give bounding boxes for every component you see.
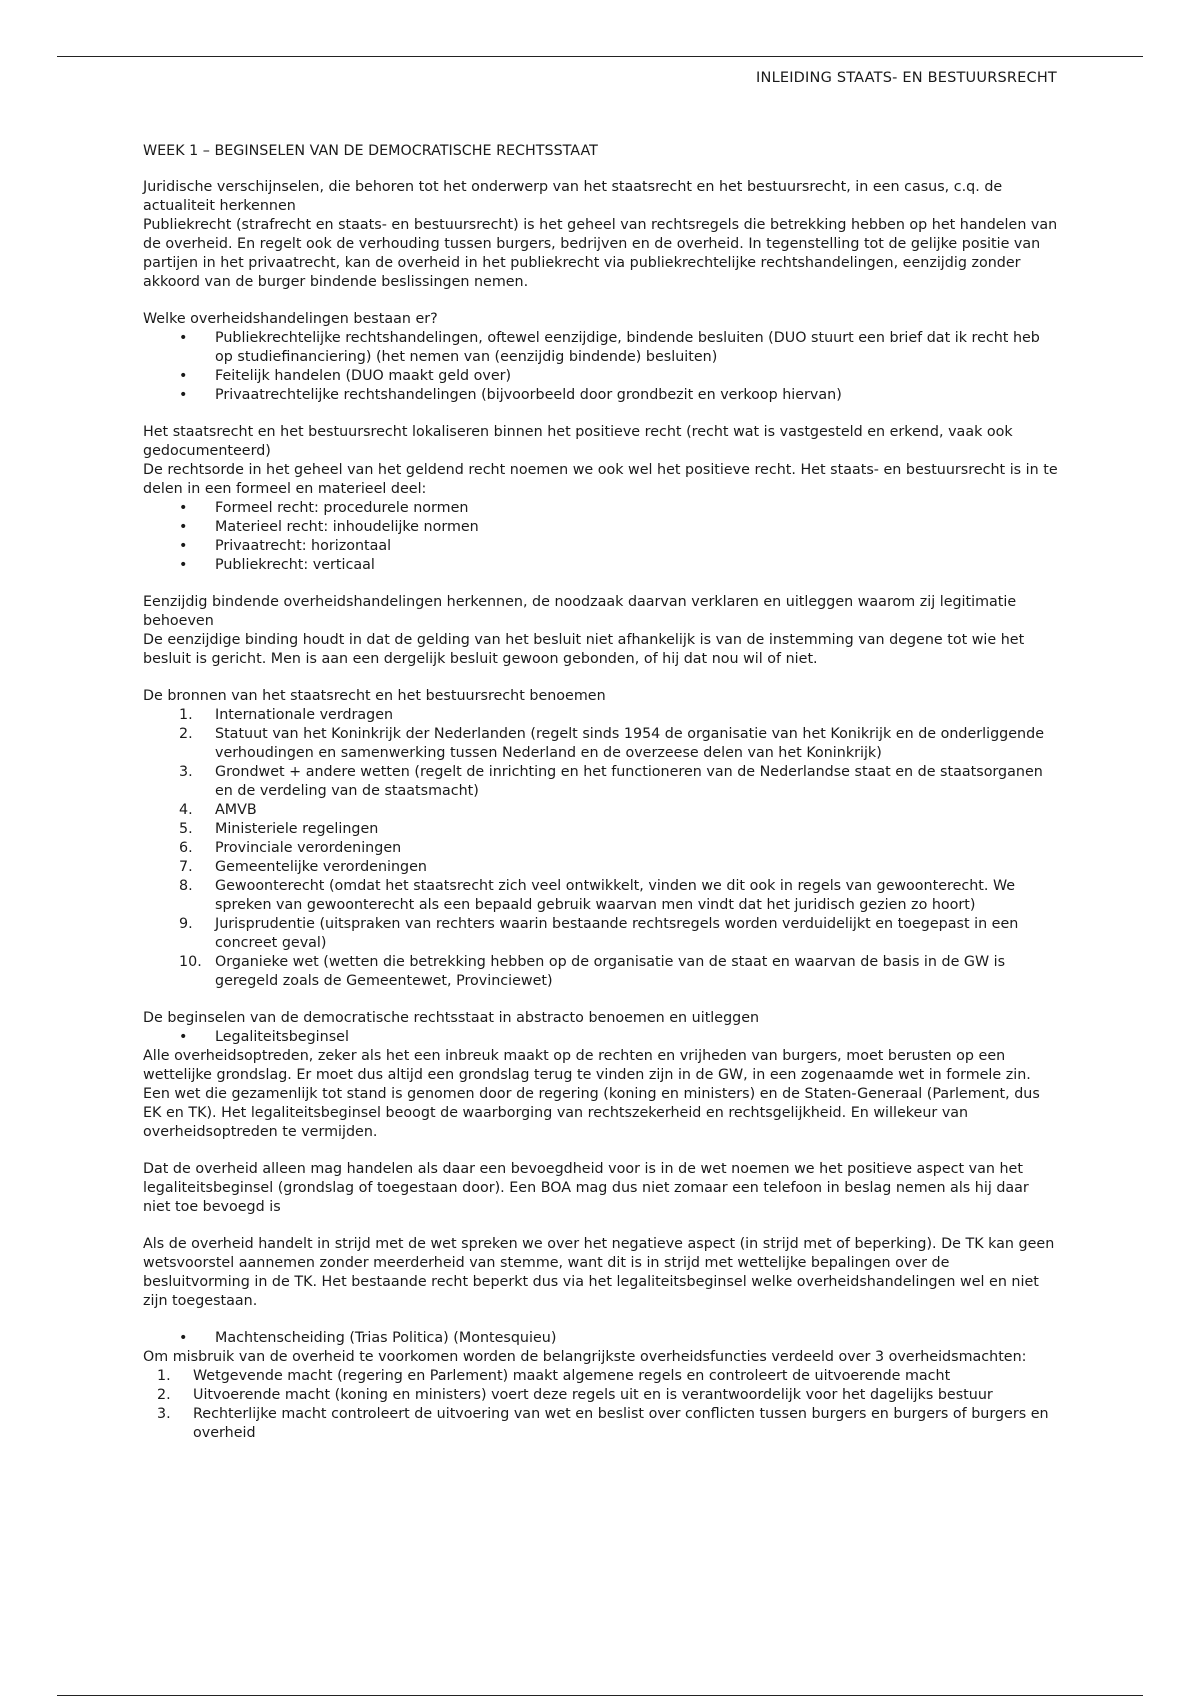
- list-item-text: Provinciale verordeningen: [215, 840, 402, 856]
- section-heading: Het staatsrecht en het bestuursrecht lokaliseren binnen het positieve recht (recht wat is vastgesteld en erkend, vaak ook gedocumenteerd): [143, 424, 1013, 459]
- week-title: WEEK 1 – BEGINSELEN VAN DE DEMOCRATISCHE RECHTSSTAAT: [143, 143, 598, 159]
- list-item: [143, 839, 1058, 858]
- running-header: INLEIDING STAATS- EN BESTUURSRECHT: [756, 70, 1057, 86]
- list-item-text: Ministeriele regelingen: [215, 821, 379, 837]
- paragraph: Alle overheidsoptreden, zeker als het een inbreuk maakt op de rechten en vrijheden van burgers, moet berusten op een wettelijke grondslag. Er moet dus altijd een grondslag terug te vinden zijn in de GW, in een zogenaamde wet in formele zin. Een wet die gezamenlijk tot stand is genomen door de regering (koning en ministers) en de Staten-Generaal (Parlement, dus EK en TK). Het legaliteitsbeginsel beoogt de waarborging van rechtszekerheid en rechtsgelijkheid. En willekeur van overheidsoptreden te vermijden.: [143, 1048, 1040, 1140]
- list-item-text: Statuut van het Koninkrijk der Nederlanden (regelt sinds 1954 de organisatie van het Konikrijk en de onderliggende verhoudingen en samenwerking tussen Nederland en de overzeese delen van het Koninkrijk): [215, 726, 1044, 761]
- section-heading: Juridische verschijnselen, die behoren tot het onderwerp van het staatsrecht en het bestuursrecht, in een casus, c.q. de actualiteit herkennen: [143, 179, 1003, 214]
- section-heading: De beginselen van de democratische rechtsstaat in abstracto benoemen en uitleggen: [143, 1010, 760, 1026]
- list-number: 2.: [157, 1387, 171, 1403]
- section-heading: Welke overheidshandelingen bestaan er?: [143, 311, 438, 327]
- list-item-text: Jurisprudentie (uitspraken van rechters waarin bestaande rechtsregels worden verduidelijkt en toegepast in een concreet geval): [215, 916, 1019, 951]
- list-item-text: Grondwet + andere wetten (regelt de inrichting en het functioneren van de Nederlandse staat en de staatsorganen en de verdeling van de staatsmacht): [215, 764, 1043, 799]
- list-item-text: Rechterlijke macht controleert de uitvoering van wet en beslist over conflicten tussen burgers en burgers of burgers en overheid: [193, 1406, 1049, 1441]
- bullet-list: [143, 329, 1058, 405]
- list-item: • Feitelijk handelen (DUO maakt geld over): [143, 367, 1058, 386]
- paragraph: Om misbruik van de overheid te voorkomen worden de belangrijkste overheidsfuncties verdeeld over 3 overheidsmachten:: [143, 1349, 1027, 1365]
- header-rule: [57, 56, 1143, 57]
- list-number: 10.: [179, 954, 202, 970]
- list-item-text: Organieke wet (wetten die betrekking hebben op de organisatie van de staat en waarvan de basis in de GW is geregeld zoals de Gemeentewet, Provinciewet): [215, 954, 1006, 989]
- document-body: [143, 142, 1058, 1443]
- list-item: • Privaatrecht: horizontaal: [143, 537, 1058, 556]
- bullet-list: [143, 499, 1058, 575]
- list-item: [143, 1405, 1058, 1443]
- list-number: 8.: [179, 878, 193, 894]
- list-item-text: Gemeentelijke verordeningen: [215, 859, 427, 875]
- list-number: 4.: [179, 802, 193, 818]
- list-item: [143, 725, 1058, 763]
- list-item-text: Wetgevende macht (regering en Parlement) maakt algemene regels en controleert de uitvoerende macht: [193, 1368, 951, 1384]
- list-item: [143, 877, 1058, 915]
- list-item-text: AMVB: [215, 802, 257, 818]
- section-heading: Eenzijdig bindende overheidshandelingen herkennen, de noodzaak daarvan verklaren en uitleggen waarom zij legitimatie behoeven: [143, 594, 1017, 629]
- list-item: • Materieel recht: inhoudelijke normen: [143, 518, 1058, 537]
- paragraph: Dat de overheid alleen mag handelen als daar een bevoegdheid voor is in de wet noemen we het positieve aspect van het legaliteitsbeginsel (grondslag of toegestaan door). Een BOA mag dus niet zomaar een telefoon in beslag nemen als hij daar niet toe bevoegd is: [143, 1161, 1029, 1215]
- paragraph: Publiekrecht (strafrecht en staats- en bestuursrecht) is het geheel van rechtsregels die betrekking hebben op het handelen van de overheid. En regelt ook de verhouding tussen burgers, bedrijven en de overheid. In tegenstelling tot de gelijke positie van partijen in het privaatrecht, kan de overheid in het publiekrecht via publiekrechtelijke rechtshandelingen, eenzijdig zonder akkoord van de burger bindende beslissingen nemen.: [143, 217, 1058, 290]
- list-number: 1.: [179, 707, 193, 723]
- list-item: [143, 858, 1058, 877]
- list-number: 3.: [179, 764, 193, 780]
- bullet-list: [143, 1028, 1058, 1047]
- paragraph: De eenzijdige binding houdt in dat de gelding van het besluit niet afhankelijk is van de instemming van degene tot wie het besluit is gericht. Men is aan een dergelijk besluit gewoon gebonden, of hij dat nou wil of niet.: [143, 632, 1025, 667]
- list-item: • Publiekrecht: verticaal: [143, 556, 1058, 575]
- list-item-text: Internationale verdragen: [215, 707, 394, 723]
- list-item: [143, 1367, 1058, 1386]
- list-item: [143, 1386, 1058, 1405]
- list-number: 9.: [179, 916, 193, 932]
- list-item: [143, 763, 1058, 801]
- powers-list: [143, 1367, 1058, 1443]
- list-number: 5.: [179, 821, 193, 837]
- list-item: • Machtenscheiding (Trias Politica) (Montesquieu): [143, 1329, 1058, 1348]
- list-item: • Privaatrechtelijke rechtshandelingen (bijvoorbeeld door grondbezit en verkoop hiervan): [143, 386, 1058, 405]
- sources-list: [143, 706, 1058, 991]
- list-item-text: Uitvoerende macht (koning en ministers) voert deze regels uit en is verantwoordelijk voor het dagelijks bestuur: [193, 1387, 993, 1403]
- list-item: • Publiekrechtelijke rechtshandelingen, oftewel eenzijdige, bindende besluiten (DUO stuurt een brief dat ik recht heb op studiefinanciering) (het nemen van (eenzijdig bindende) besluiten): [143, 329, 1058, 367]
- list-item-text: Gewoonterecht (omdat het staatsrecht zich veel ontwikkelt, vinden we dit ook in regels van gewoonterecht. We spreken van gewoonterecht als een bepaald gebruik waarvan men vindt dat het juridisch gezien zo hoort): [215, 878, 1016, 913]
- list-item: [143, 820, 1058, 839]
- list-item: [143, 706, 1058, 725]
- list-number: 7.: [179, 859, 193, 875]
- paragraph: Als de overheid handelt in strijd met de wet spreken we over het negatieve aspect (in strijd met of beperking). De TK kan geen wetsvoorstel aannemen zonder meerderheid van stemme, want dit is in strijd met wettelijke bepalingen over de besluitvorming in de TK. Het bestaande recht beperkt dus via het legaliteitsbeginsel welke overheidshandelingen wel en niet zijn toegestaan.: [143, 1236, 1055, 1309]
- list-number: 1.: [157, 1368, 171, 1384]
- list-item: • Legaliteitsbeginsel: [143, 1028, 1058, 1047]
- list-number: 6.: [179, 840, 193, 856]
- list-number: 3.: [157, 1406, 171, 1422]
- bullet-list: [143, 1329, 1058, 1348]
- list-item: [143, 953, 1058, 991]
- section-heading: De bronnen van het staatsrecht en het bestuursrecht benoemen: [143, 688, 606, 704]
- list-item: • Formeel recht: procedurele normen: [143, 499, 1058, 518]
- list-item: [143, 801, 1058, 820]
- paragraph: De rechtsorde in het geheel van het geldend recht noemen we ook wel het positieve recht. Het staats- en bestuursrecht is in te delen in een formeel en materieel deel:: [143, 462, 1058, 497]
- list-number: 2.: [179, 726, 193, 742]
- list-item: [143, 915, 1058, 953]
- footer-rule: [57, 1695, 1143, 1696]
